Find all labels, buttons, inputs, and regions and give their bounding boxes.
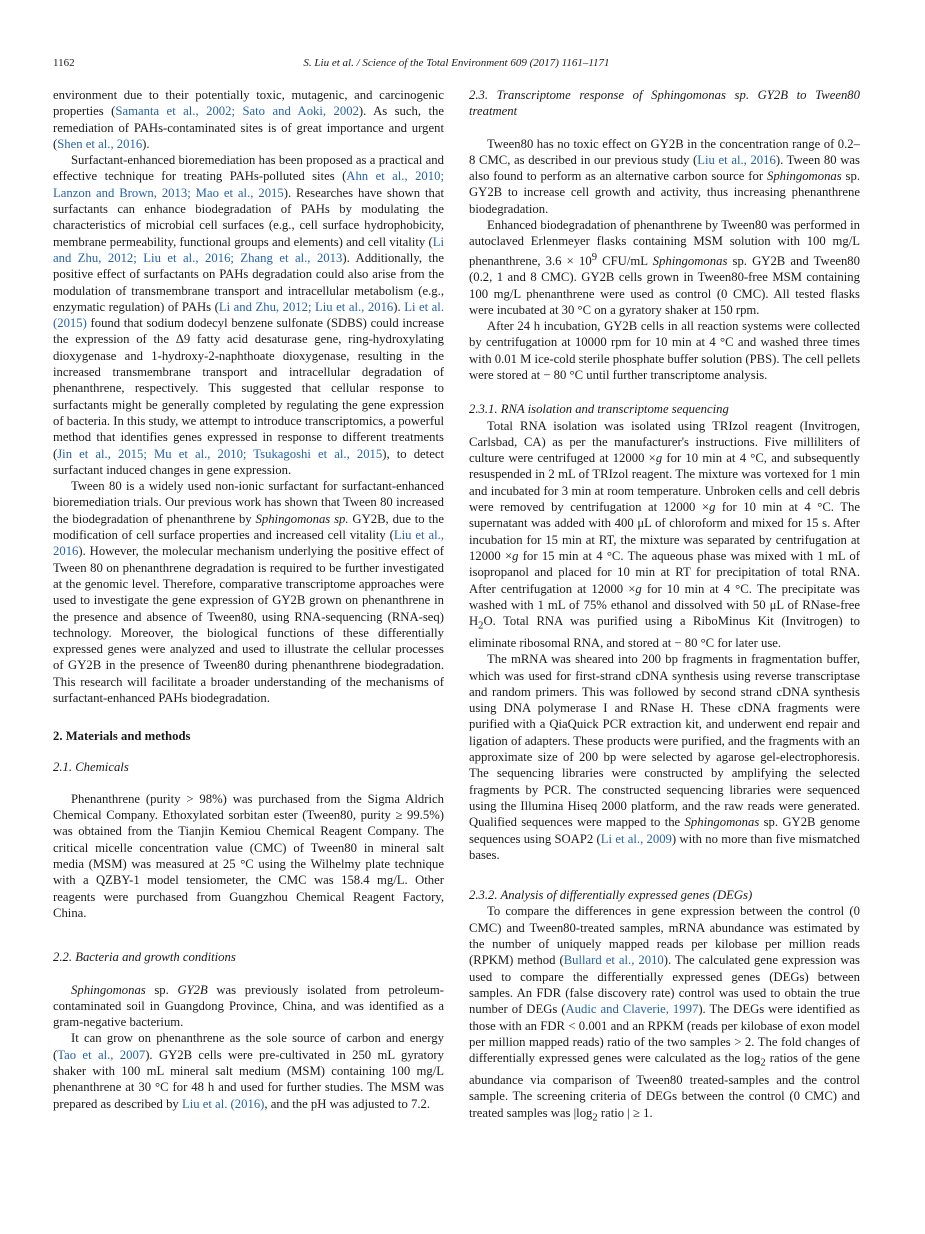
- page-number: 1162: [53, 57, 75, 69]
- running-head: S. Liu et al. / Science of the Total Environment 609 (2017) 1161–1171: [303, 57, 610, 69]
- paragraph-sequencing: The mRNA was sheared into 200 bp fragments in fragmentation buffer, which was used for first-strand cDNA synthesis using reverse transcriptase and random primers. This was followed by second strand cDNA synthesis using DNA polymerase I and RNase H. These cDNA fragments were purified with a QiaQuick PCR extraction kit, and underwent end repair and ligation of adapters. These products were purified, and the fragments with an approximate size of 200 bp were selected by agarose gel-electrophoresis. The sequencing libraries were constructed by amplifying the selected fragments by PCR. The constructed sequencing libraries were sequenced using the Illumina Hiseq 2000 platform, and the raw reads were generated. Qualified sequences were mapped to the Sphingomonas sp. GY2B genome sequences using SOAP2 (Li et al., 2009) with no more than five mismatched bases.: [469, 652, 860, 862]
- citation-link[interactable]: Li et al., 2009: [600, 831, 672, 846]
- right-column: [469, 87, 860, 1126]
- citation-link[interactable]: Jin et al., 2015; Mu et al., 2010; Tsukagoshi et al., 2015: [57, 446, 383, 461]
- paragraph-intro-3: Tween 80 is a widely used non-ionic surfactant for surfactant-enhanced bioremediation trials. Our previous work has shown that Tween 80 increased the biodegradation of phenanthrene by Sphingomonas sp. GY2B, due to the modification of cell surface properties and increased cell vitality (Liu et al., 2016). However, the molecular mechanism underlying the positive effect of Tween 80 on phenanthrene degradation is required to be further investigated at the genomic level. Therefore, comparative transcriptome approaches were used to investigate the gene expression of GY2B grown on phenanthrene in the presence and absence of Tween80, using RNA-sequencing (RNA-seq) technology. Moreover, the biological functions of these differentially expressed genes were analyzed and used to illustrate the cellular processes of GY2B in the presence of Tween80 during phenanthrene biodegradation. This research will facilitate a broader understanding of the mechanisms of surfactant-enhanced PAHs biodegradation.: [53, 479, 445, 705]
- citation-link[interactable]: Samanta et al., 2002; Sato and Aoki, 2002: [115, 104, 359, 119]
- citation-link[interactable]: Li et al. (2015): [53, 299, 444, 331]
- paragraph-chemicals: Phenanthrene (purity > 98%) was purchased from the Sigma Aldrich Chemical Company. Ethoxylated sorbitan ester (Tween80, purity ≥ 99.5%) was obtained from the Tianjin Kemiou Chemical Reagent Company. The critical micelle concentration value (CMC) of Tween80 in mineral salt media (MSM) was measured at 25 °C using the Wilhelmy plate technique with a QZBY-1 model tensiometer, the CMC was 158.4 mg/L. Other reagents were purchased from Guangzhou Chemical Reagent Factory, China.: [53, 791, 444, 920]
- page-header: [53, 57, 860, 71]
- subsubsection-heading: 2.3.1. RNA isolation and transcriptome sequencing: [469, 402, 729, 417]
- left-column: [53, 87, 444, 1112]
- paragraph-transcriptome-1: Tween80 has no toxic effect on GY2B in the concentration range of 0.2–8 CMC, as described in our previous study (Liu et al., 2016). Tween 80 was also found to perform as an alternative carbon source for Sphingomonas sp. GY2B to increase cell growth and activity, thus increasing phenanthrene biodegradation.: [469, 136, 861, 216]
- paragraph-bacteria-1: Sphingomonas sp. GY2B was previously isolated from petroleum-contaminated soil in Guangdong Province, China, and was identified as a gram-negative bacterium.: [53, 982, 444, 1030]
- citation-link[interactable]: Tao et al., 2007: [57, 1047, 146, 1062]
- paragraph-transcriptome-2: Enhanced biodegradation of phenanthrene by Tween80 was performed in autoclaved Erlenmeyer flasks containing MSM solution with 100 mg/L phenanthrene, $3.6 \times 10^9$ CFU/mL Sphingomonas sp. GY2B and Tween80 (0.2, 1 and 8 CMC). GY2B cells grown in Tween80-free MSM containing 100 mg/L phenanthrene were used as control (0 CMC). All tested flasks were incubated at 30 °C on a gyratory shaker at 150 rpm.: [469, 218, 860, 317]
- subsection-heading: 2.1. Chemicals: [53, 759, 129, 774]
- citation-link[interactable]: Shen et al., 2016: [57, 136, 143, 151]
- citation-link[interactable]: Liu et al., 2016: [53, 528, 444, 559]
- subsection-heading: 2.3. Transcriptome response of Sphingomonas sp. GY2B to Tween80 treatment: [469, 88, 860, 119]
- section-heading: 2. Materials and methods: [53, 729, 191, 744]
- citation-link[interactable]: Li and Zhu, 2012; Liu et al., 2016: [218, 299, 394, 314]
- paragraph-rna-isolation: Total RNA isolation was isolated using TRIzol reagent (Invitrogen, Carlsbad, CA) as per the manufacturer's instructions. Five milliliters of culture were centrifuged at 12000 ×g for 10 min at 4 °C, and subsequently resuspended in 2 mL of TRIzol reagent. The mixture was vortexed for 1 min and incubated for 3 min at room temperature. Unbroken cells and cell debris were removed by centrifugation at 12000 ×g for 10 min at 4 °C. The supernatant was added with 400 μL of chloroform and mixed for 15 s. After incubation for 15 min at RT, the mixture was separated by centrifugation at 12000 ×g for 15 min at 4 °C. The aqueous phase was mixed with 1 mL of isopropanol and placed for 10 min at RT for precipitation of total RNA. After centrifugation at 12000 ×g for 10 min at 4 °C. The precipitate was washed with 1 mL of 75% ethanol and dissolved with 50 μL of RNase-free $H_2O$. Total RNA was purified using a RiboMinus Kit (Invitrogen) to eliminate ribosomal RNA, and stored at − 80 °C for later use.: [469, 418, 861, 650]
- paragraph-transcriptome-3: After 24 h incubation, GY2B cells in all reaction systems were collected by centrifugation at 10000 rpm for 10 min at 4 °C and washed three times with 0.01 M ice-cold sterile phosphate buffer solution (PBS). The cell pellets were stored at − 80 °C until further transcriptome analysis.: [469, 319, 861, 382]
- paragraph-intro-2: Surfactant-enhanced bioremediation has been proposed as a practical and effective technique for treating PAHs-polluted sites (Ahn et al., 2010; Lanzon and Brown, 2013; Mao et al., 2015). Researches have shown that surfactants can enhance biodegradation of PAHs by modulating the characteristics of microbial cell surfaces (e.g., cell surface hydrophobicity, membrane permeability, functional groups and elements) and cell vitality (Li and Zhu, 2012; Liu et al., 2016; Zhang et al., 2013). Additionally, the positive effect of surfactants on PAHs degradation could also arise from the modulation of transmembrane transport and intracellular metabolism (e.g., enzymatic regulation) of PAHs (Li and Zhu, 2012; Liu et al., 2016). Li et al. (2015) found that sodium dodecyl benzene sulfonate (SDBS) could increase the expression of the Δ9 fatty acid desaturase gene, ring-hydroxylating dioxygenase and 1-hydroxy-2-naphthoate dioxygenase, resulting in the increased transmembrane transport and intracellular degradation of phenanthrene, respectively. This suggested that cellular response to surfactants might be generally completed by regulating the gene expression of bacteria. In this study, we attempt to introduce transcriptomics, a powerful method that identifies genes expressed in response to different treatments (Jin et al., 2015; Mu et al., 2010; Tsukagoshi et al., 2015), to detect surfactant induced changes in gene expression.: [53, 153, 445, 477]
- paragraph-degs: To compare the differences in gene expression between the control (0 CMC) and Tween80-treated samples, mRNA abundance was estimated by the number of uniquely mapped reads per kilobase per million reads (RPKM) method (Bullard et al., 2010). The calculated gene expression was used to compare the differentially expressed genes (DEGs) between samples. An FDR (false discovery rate) control was used to obtain the true number of DEGs (Audic and Claverie, 1997). The DEGs were identified as those with an FDR < 0.001 and an RPKM (reads per kilobase of exon model per million mapped reads) ratio of the two samples > 2. The fold changes of differentially expressed genes were calculated as the $\log_2$ ratios of the gene abundance via comparison of Tween80 treated-samples and the control sample. The screening criteria of DEGs between the control (0 CMC) and treated samples was $|\log_2$ ratio | ≥ 1.: [469, 904, 860, 1124]
- paragraph-bacteria-2: It can grow on phenanthrene as the sole source of carbon and energy (Tao et al., 2007). GY2B cells were pre-cultivated in 250 mL gyratory shaker with 100 mL mineral salt medium (MSM) containing 100 mg/L phenanthrene at 30 °C for 48 h and used for further studies. The MSM was prepared as described by Liu et al. (2016), and the pH was adjusted to 7.2.: [53, 1031, 444, 1111]
- citation-link[interactable]: Audic and Claverie, 1997: [565, 1002, 699, 1017]
- citation-link[interactable]: Liu et al., 2016: [697, 152, 776, 167]
- citation-link[interactable]: Li and Zhu, 2012; Liu et al., 2016; Zhang et al., 2013: [53, 234, 444, 265]
- citation-link[interactable]: Bullard et al., 2010: [563, 953, 664, 968]
- paragraph-intro-1: environment due to their potentially toxic, mutagenic, and carcinogenic properties (Samanta et al., 2002; Sato and Aoki, 2002). As such, the remediation of PAHs-contaminated sites is of great importance and urgent (Shen et al., 2016).: [53, 88, 444, 151]
- subsection-heading: 2.2. Bacteria and growth conditions: [53, 950, 236, 965]
- citation-link[interactable]: Liu et al. (2016): [181, 1096, 265, 1111]
- subsubsection-heading: 2.3.2. Analysis of differentially expressed genes (DEGs): [469, 888, 753, 903]
- citation-link[interactable]: Ahn et al., 2010; Lanzon and Brown, 2013; Mao et al., 2015: [53, 169, 444, 200]
